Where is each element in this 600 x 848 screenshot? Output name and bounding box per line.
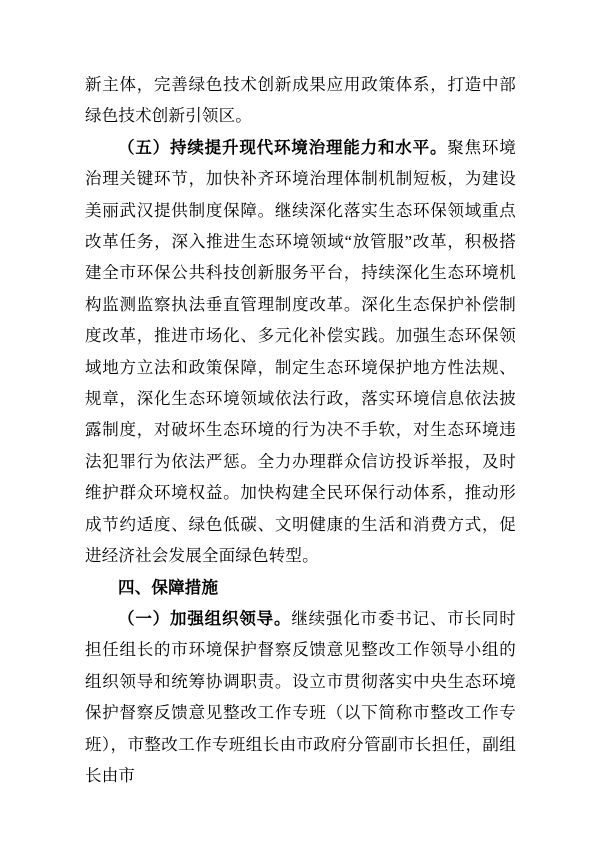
heading-text: 四、保障措施 [118, 577, 219, 597]
body-text: 新主体，完善绿色技术创新成果应用政策体系，打造中部绿色技术创新引领区。 [85, 75, 516, 126]
section-heading [85, 572, 516, 603]
body-text: 继续强化市委书记、市长同时担任组长的市环境保护督察反馈意见整改工作领导小组的组织领导和统筹协调职责。设立市贯彻落实中央生态环境保护督察反馈意见整改工作专班（以下简称市整改工作专班），市整改工作专班组长由市政府分管副市长担任，副组长由市 [85, 608, 517, 785]
section-lead-bold: （一）加强组织领导。 [118, 608, 292, 628]
paragraph-section-5 [85, 132, 516, 572]
body-text: 聚焦环境治理关键环节，加快补齐环境治理体制机制短板，为建设美丽武汉提供制度保障。继续深化落实生态环保领域重点改革任务，深入推进生态环境领域“放管服”改革，积极搭建全市环保公共科技创新服务平台，持续深化生态环境机构监测监察执法垂直管理制度改革。深化生态保护补偿制度改革，推进市场化、多元化补偿实践。加强生态环保领域地方立法和政策保障，制定生态环境保护地方性法规、规章，深化生态环境领域依法行政，落实环境信息依法披露制度，对破坏生态环境的行为决不手软，对生态环境违法犯罪行为依法严惩。全力办理群众信访投诉举报，及时维护群众环境权益。加快构建全民环保行动体系，推动形成节约适度、绿色低碳、文明健康的生活和消费方式，促进经济社会发展全面绿色转型。 [85, 137, 516, 566]
section-lead-bold: （五）持续提升现代环境治理能力和水平。 [118, 137, 448, 157]
paragraph-continuation [85, 69, 516, 132]
paragraph-section-4-1 [85, 603, 516, 791]
